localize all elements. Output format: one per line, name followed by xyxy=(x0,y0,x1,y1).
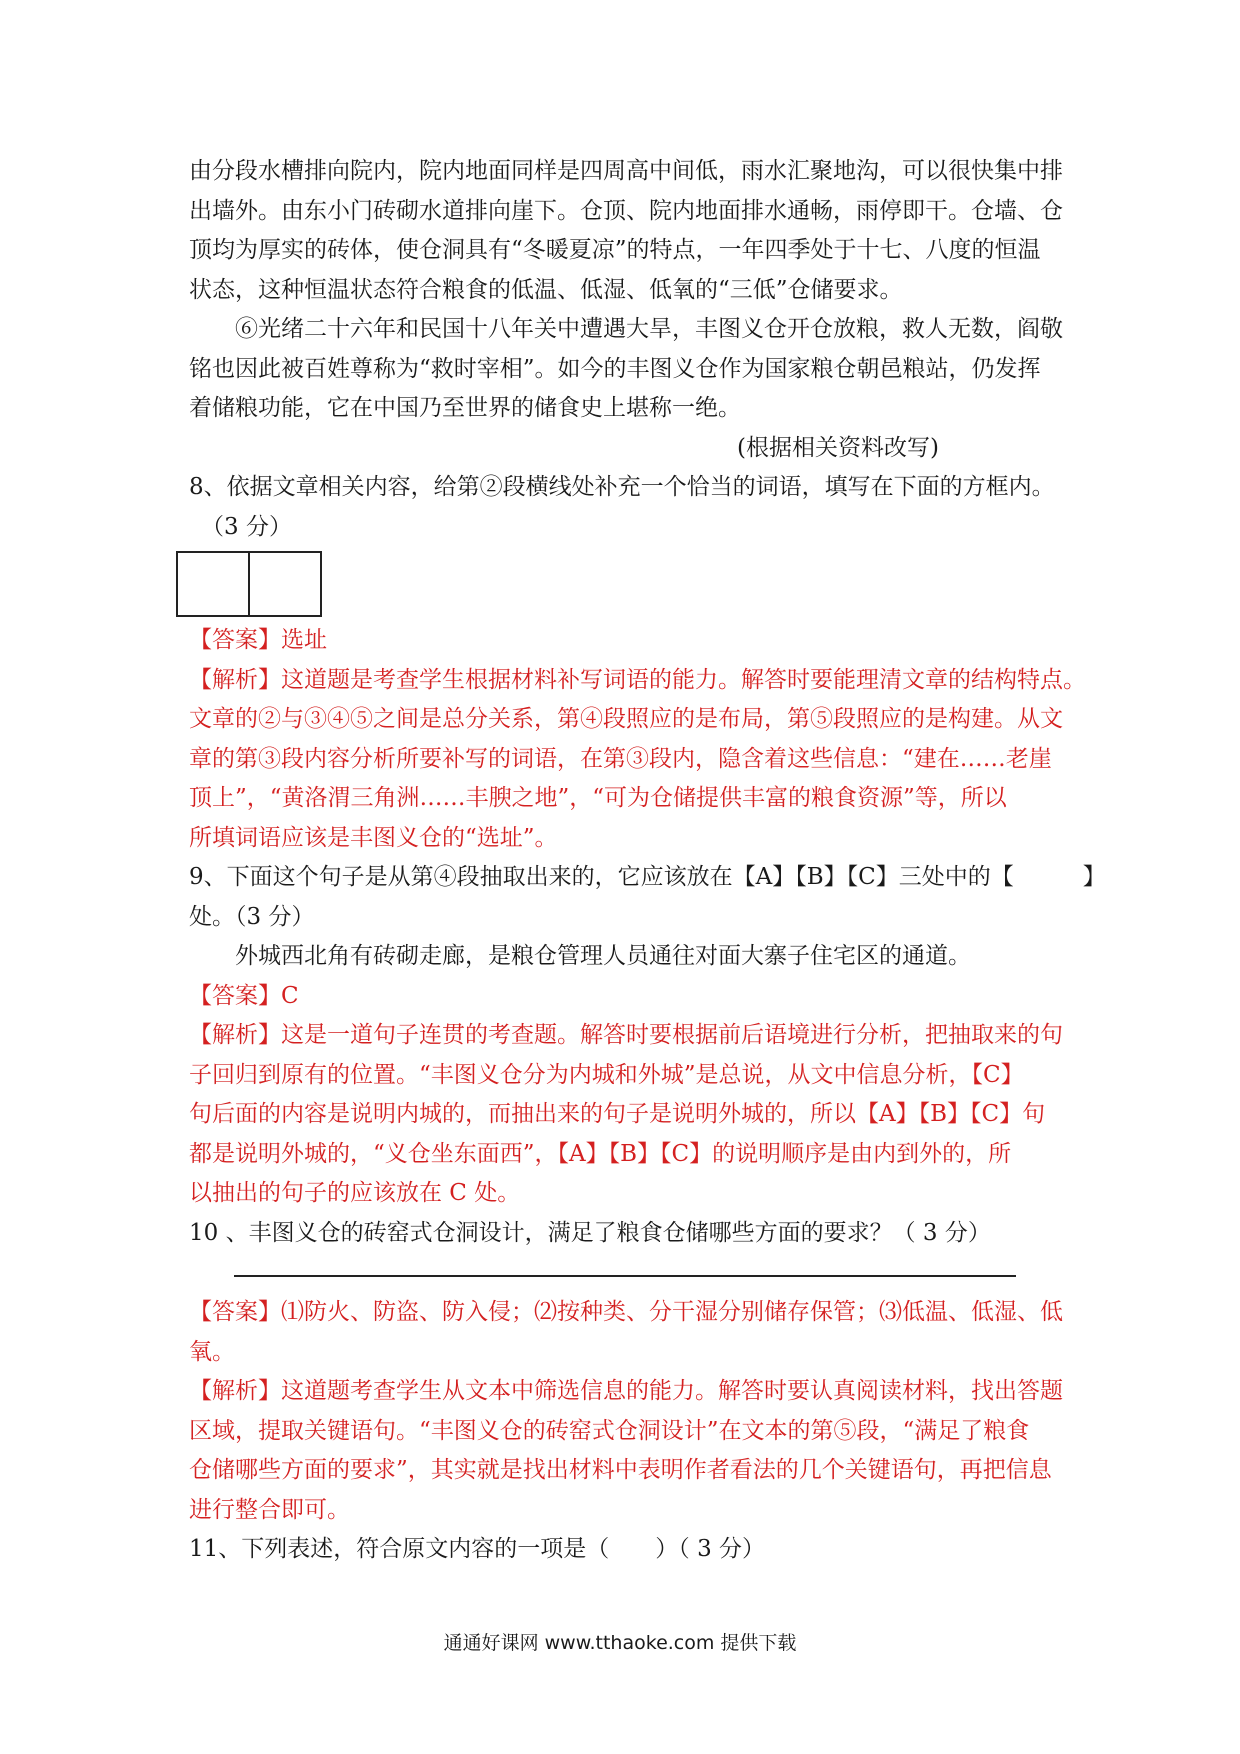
question-10-analysis: 【解析】这道题考查学生从文本中筛选信息的能力。解答时要认真阅读材料，找出答题 xyxy=(189,1378,1063,1404)
question-9-analysis: 句后面的内容是说明内城的，而抽出来的句子是说明外城的，所以【A】【B】【C】句 xyxy=(189,1101,1046,1127)
question-9-sentence: 外城西北角有砖砌走廊，是粮仓管理人员通往对面大寨子住宅区的通道。 xyxy=(235,943,971,969)
paragraph-6-line: 铭也因此被百姓尊称为“救时宰相”。如今的丰图义仓作为国家粮仓朝邑粮站，仍发挥 xyxy=(189,355,1041,382)
question-10-answer: 氧。 xyxy=(189,1338,235,1365)
paragraph-5-line: 出墙外。由东小门砖砌水道排向崖下。仓顶、院内地面排水通畅，雨停即干。仓墙、仓 xyxy=(189,197,1063,224)
question-10-analysis: 进行整合即可。 xyxy=(189,1496,350,1523)
question-9-text: 处。（3 分） xyxy=(189,903,315,930)
question-10-analysis: 区域，提取关键语句。“丰图义仓的砖窑式仓洞设计”在文本的第⑤段，“满足了粮食 xyxy=(189,1417,1030,1444)
answer-line[interactable] xyxy=(189,1253,1057,1293)
question-8-analysis: 章的第③段内容分析所要补写的词语，在第③段内，隐含着这些信息：“建在……老崖 xyxy=(189,745,1052,772)
question-8-analysis: 【解析】这道题是考查学生根据材料补写词语的能力。解答时要能理清文章的结构特点。 xyxy=(189,666,1086,693)
question-9-text: 9、下面这个句子是从第④段抽取出来的，它应该放在【A】【B】【C】三处中的【 】 xyxy=(189,864,1106,890)
question-8-answer: 【答案】选址 xyxy=(189,627,327,653)
answer-box-1[interactable] xyxy=(176,551,250,617)
paragraph-5-line: 状态，这种恒温状态符合粮食的低温、低湿、低氧的“三低”仓储要求。 xyxy=(189,276,903,303)
paragraph-5-line: 由分段水槽排向院内，院内地面同样是四周高中间低，雨水汇聚地沟，可以很快集中排 xyxy=(189,158,1063,184)
paragraph-6-line: ⑥光绪二十六年和民国十八年关中遭遇大旱，丰图义仓开仓放粮，救人无数，阎敬 xyxy=(235,316,1063,342)
question-9-analysis: 子回归到原有的位置。“丰图义仓分为内城和外城”是总说，从文中信息分析，【C】 xyxy=(189,1061,1024,1088)
question-8-analysis: 文章的②与③④⑤之间是总分关系，第④段照应的是布局，第⑤段照应的是构建。从文 xyxy=(189,706,1063,732)
paragraph-6-line: 着储粮功能，它在中国乃至世界的储食史上堪称一绝。 xyxy=(189,395,741,421)
answer-boxes xyxy=(176,551,1057,615)
question-8-analysis: 顶上”，“黄洛渭三角洲……丰腴之地”，“可为仓储提供丰富的粮食资源”等，所以 xyxy=(189,785,1007,811)
question-11-text: 11、下列表述，符合原文内容的一项是（ ）（ 3 分） xyxy=(189,1536,766,1562)
question-10-answer: 【答案】⑴防火、防盗、防入侵；⑵按种类、分干湿分别储存保管；⑶低温、低湿、低 xyxy=(189,1299,1063,1325)
question-8-score: （3 分） xyxy=(201,513,292,540)
question-8-analysis: 所填词语应该是丰图义仓的“选址”。 xyxy=(189,824,558,851)
question-9-answer: 【答案】C xyxy=(189,982,299,1009)
question-9-analysis: 【解析】这是一道句子连贯的考查题。解答时要根据前后语境进行分析，把抽取来的句 xyxy=(189,1022,1063,1048)
question-10-text: 10 、丰图义仓的砖窑式仓洞设计，满足了粮食仓储哪些方面的要求？（ 3 分） xyxy=(189,1219,991,1246)
question-9-analysis: 以抽出的句子的应该放在 C 处。 xyxy=(189,1180,521,1206)
question-8-text: 8、依据文章相关内容，给第②段横线处补充一个恰当的词语，填写在下面的方框内。 xyxy=(189,474,1055,500)
paragraph-5-line: 顶均为厚实的砖体，使仓洞具有“冬暖夏凉”的特点，一年四季处于十七、八度的恒温 xyxy=(189,237,1041,263)
source-note: (根据相关资料改写) xyxy=(737,434,939,461)
question-10-analysis: 仓储哪些方面的要求”，其实就是找出材料中表明作者看法的几个关键语句，再把信息 xyxy=(189,1457,1052,1483)
document-content xyxy=(189,152,1106,1570)
page-footer: 通通好课网 www.tthaoke.com 提供下载 xyxy=(443,1632,797,1654)
answer-box-2[interactable] xyxy=(250,551,322,617)
question-9-analysis: 都是说明外城的，“义仓坐东面西”，【A】【B】【C】的说明顺序是由内到外的，所 xyxy=(189,1140,1012,1167)
